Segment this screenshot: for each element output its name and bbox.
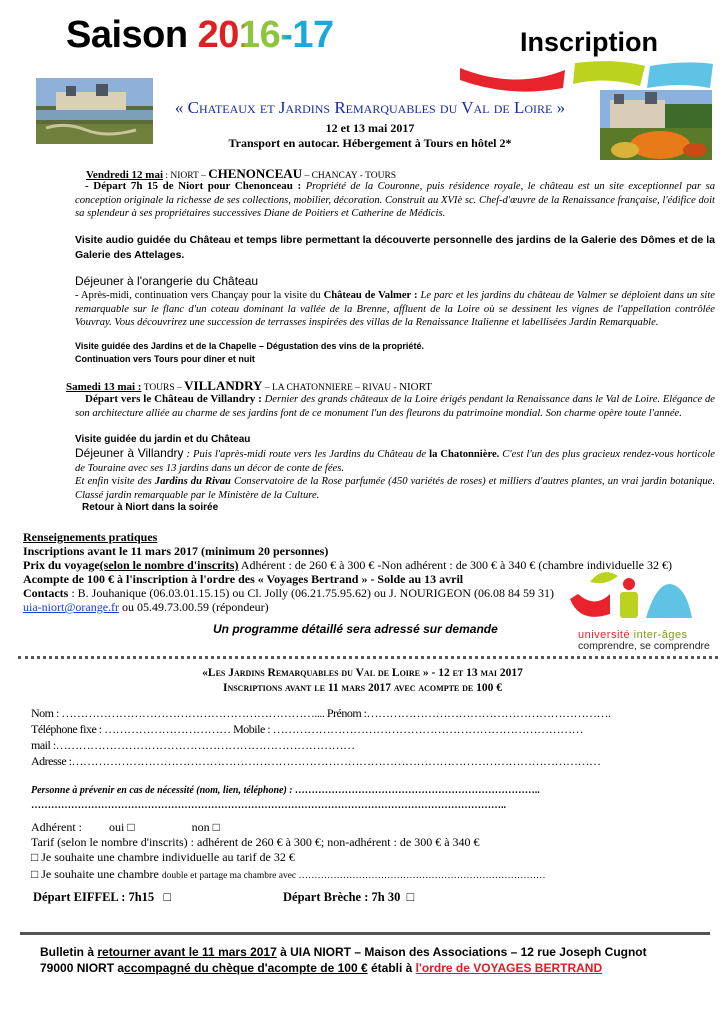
info-contacts-text: : B. Jouhanique (06.03.01.15.15) ou Cl. Jolly (06.21.75.95.62) ou J. NOURIGEON (06.08 84 59 31) xyxy=(68,586,554,600)
day2-dej-text: : Puis l'après-midi route vers les Jardins du Château de xyxy=(183,449,430,460)
day2-depart-label: Départ vers le Château de Villandry : xyxy=(85,393,265,405)
field-prevenir[interactable]: Personne à prévenir en cas de nécessité (nom, lien, téléphone) : ……………………………………………………………….. xyxy=(31,785,541,796)
day2-heading xyxy=(66,378,706,394)
footer-t1: Bulletin à xyxy=(40,945,98,959)
inscription-label: Inscription xyxy=(520,27,659,57)
info-contacts xyxy=(23,586,554,601)
info-email-line xyxy=(23,600,269,615)
day1-visite: Visite audio guidée du Château et temps libre permettant la découverte personnelle des jardins de la Galerie des Dômes et de la Galerie des Attelages. xyxy=(75,234,715,261)
uia-logo-icon xyxy=(570,564,700,630)
footer-t7: l'ordre de VOYAGES BERTRAND xyxy=(415,961,603,975)
footer-t2: retourner avant le 11 mars 2017 xyxy=(97,945,277,959)
tarif-line: Tarif (selon le nombre d'inscrits) : adhérent de 260 € à 300 €; non-adhérent : de 300 € à 340 € xyxy=(31,835,480,849)
day1-apres-bold: Château de Valmer : xyxy=(323,290,421,301)
logo-line1-a: université xyxy=(578,629,634,641)
day2-dejeuner-block xyxy=(75,447,715,475)
footer-t6: établi à xyxy=(367,961,416,975)
day1-apres-plain: - Après-midi, continuation vers Chançay pour la visite xyxy=(75,290,311,301)
trip-transport: Transport en autocar. Hébergement à Tours en hôtel 2* xyxy=(228,136,512,150)
info-contacts-label: Contacts xyxy=(23,586,69,600)
day2-enfin-a: Et enfin xyxy=(75,476,112,487)
day2-depart xyxy=(75,393,715,420)
day2-date: Samedi 13 mai : xyxy=(66,381,142,393)
day1-from: : NIORT – xyxy=(163,171,209,181)
email-link[interactable]: uia-niort@orange.fr xyxy=(23,600,120,614)
footer-t4: 79000 NIORT a xyxy=(40,961,125,975)
day1-depart-text: Propriété de la Couronne, puis résidence royale, le château est un site exceptionnel par sa conception originale la richesse de ses collections, mobilier, décoration. Construit au XVIè sc. Chef-d'œuvre de la Renaissance française, l'édifice doit sa splendeur à ses propriétaires successives Diane de Poitiers et Catherine de Médicis. xyxy=(75,181,715,219)
day2-dej-text2: C'est l'un des plus gracieux rendez-vous horticole de Touraine avec ses 13 jardins dans un décor de conte de fées. xyxy=(75,449,716,474)
field-mail[interactable]: mail :…………………………………………………………………… xyxy=(31,738,355,752)
day1-depart-label: - Départ 7h 15 de Niort pour Chenonceau : xyxy=(85,180,306,192)
day2-chatonniere: la Chatonnière. xyxy=(429,449,500,460)
info-line1: Inscriptions avant le 11 mars 2017 (minimum 20 personnes) xyxy=(23,544,329,558)
cut-line-divider xyxy=(18,656,718,659)
day2-highlight: VILLANDRY xyxy=(184,378,263,393)
day1-apres xyxy=(75,289,715,330)
title-word: Saison xyxy=(66,14,188,56)
footer-t3: à UIA NIORT – Maison des Associations – 12 rue Joseph Cugnot xyxy=(276,945,647,959)
day1-apres-du: du xyxy=(310,290,324,301)
day2-rest: – LA CHATONNIERE – RIVAU - xyxy=(262,383,400,393)
day1-rest: – CHANCAY - TOURS xyxy=(302,171,397,181)
day1-highlight: CHENONCEAU xyxy=(208,166,303,181)
footer-t5: ccompagné du chèque d'acompte de 100 € xyxy=(124,961,368,975)
day1-visite2: Visite guidée des Jardins et de la Chapelle – Dégustation des vins de la propriété. xyxy=(75,341,424,351)
form-subtitle: Inscriptions avant le 11 mars 2017 avec acompte de 100 € xyxy=(222,682,503,694)
logo-line2: comprendre, se comprendre xyxy=(578,640,710,652)
day2-enfin xyxy=(75,475,715,502)
info-heading: Renseignements pratiques xyxy=(23,530,158,544)
field-telephone[interactable]: Téléphone fixe : …………………………… Mobile : ……………………………………………………………………… xyxy=(31,722,584,736)
day2-enfin-v: v xyxy=(111,476,117,487)
day1-continuation: Continuation vers Tours pour dîner et nuit xyxy=(75,354,255,364)
day2-from: TOURS – xyxy=(141,383,185,393)
trip-title: « Chateaux et Jardins Remarquables du Val de Loire » xyxy=(174,98,566,117)
info-phone: ou 05.49.73.00.59 (répondeur) xyxy=(119,600,269,614)
day2-rest2: NIORT xyxy=(399,381,433,393)
chambre-individuelle-checkbox[interactable]: □ Je souhaite une chambre individuelle au tarif de 32 € xyxy=(31,850,295,864)
day2-depart-text: Dernier des grands châteaux de la Loire érigés pendant la Renaissance dans le Val de Loire. Elégance de son architecture alliée au charme de ses jardins font de ce monument l'un des fleurons du patrimoine mondial. Son charme opère toute l'année. xyxy=(75,394,716,419)
title-year: 2016-17 xyxy=(197,14,334,56)
chenonceau-photo xyxy=(36,78,153,144)
chambre2-b: double et partage ma chambre avec …………………………………………………………………… xyxy=(161,871,546,881)
info-prix-paren: (selon le nombre d'inscrits) xyxy=(99,558,239,572)
chambre2-a: □ Je souhaite une chambre xyxy=(31,867,162,881)
footer-divider xyxy=(20,932,710,935)
day2-enfin-c: Conservatoire de la Rose parfumée (450 variétés de roses) et milliers d'autres plantes, un vrai jardin botanique. Classé jardin remarquable par le Ministère de la Culture. xyxy=(75,476,715,501)
programme-note: Un programme détaillé sera adressé sur demande xyxy=(213,622,498,636)
day2-visite: Visite guidée du jardin et du Château xyxy=(75,434,251,445)
day1-dejeuner: Déjeuner à l'orangerie du Château xyxy=(75,274,259,288)
field-nom[interactable]: Nom : ………………………………………………………….... Prénom :………………………………………………………. xyxy=(31,706,611,720)
page-title xyxy=(66,14,334,57)
info-prix-label: Prix du voyage xyxy=(23,558,100,572)
field-adherent[interactable]: Adhérent : oui □ non □ xyxy=(31,820,220,834)
depart-breche-checkbox[interactable]: Départ Brèche : 7h 30 □ xyxy=(283,890,415,904)
day2-rivau: Jardins du Rivau xyxy=(154,476,231,487)
day2-retour: Retour à Niort dans la soirée xyxy=(82,502,219,513)
info-prix-text: Adhérent : de 260 € à 300 € -Non adhérent : de 300 € à 340 € (chambre individuelle 32 €) xyxy=(238,558,673,572)
day2-enfin-b: isite des xyxy=(116,476,155,487)
footer-text xyxy=(40,944,720,976)
logo-line1-b: inter-âges xyxy=(633,629,688,641)
day2-dejeuner: Déjeuner à Villandry xyxy=(75,446,184,460)
field-adresse[interactable]: Adresse :………………………………………………………………………………………………………………………… xyxy=(31,754,601,768)
info-acompte: Acompte de 100 € à l'inscription à l'ordre des « Voyages Bertrand » - Solde au 13 avril xyxy=(23,572,464,586)
day1-apres-text: Le parc et les jardins du château de Valmer se déploient dans un site remarquable sur le flanc d'un coteau dominant la vallée de la Brenne, affluent de la Loire où se dessinent les vignes de l'appellation contrôlée Vouvray. Vous découvrirez une succession de terrasses inspirées des villas de la Renaissance Italienne et labellisées Jardin Remarquable. xyxy=(75,290,715,328)
form-title: «Les Jardins Remarquables du Val de Loire » - 12 et 13 mai 2017 xyxy=(202,667,523,679)
chambre-double-checkbox[interactable] xyxy=(31,865,721,883)
uia-logo-text xyxy=(578,630,710,652)
day1-date: Vendredi 12 mai xyxy=(86,169,164,181)
field-prevenir-dots[interactable]: …………………………………………………………………………………………………………………………….. xyxy=(31,800,506,811)
depart-eiffel-checkbox[interactable]: Départ EIFFEL : 7h15 □ xyxy=(33,890,172,904)
villandry-photo xyxy=(600,90,712,160)
day1-depart xyxy=(75,180,715,221)
trip-dates: 12 et 13 mai 2017 xyxy=(325,121,415,135)
